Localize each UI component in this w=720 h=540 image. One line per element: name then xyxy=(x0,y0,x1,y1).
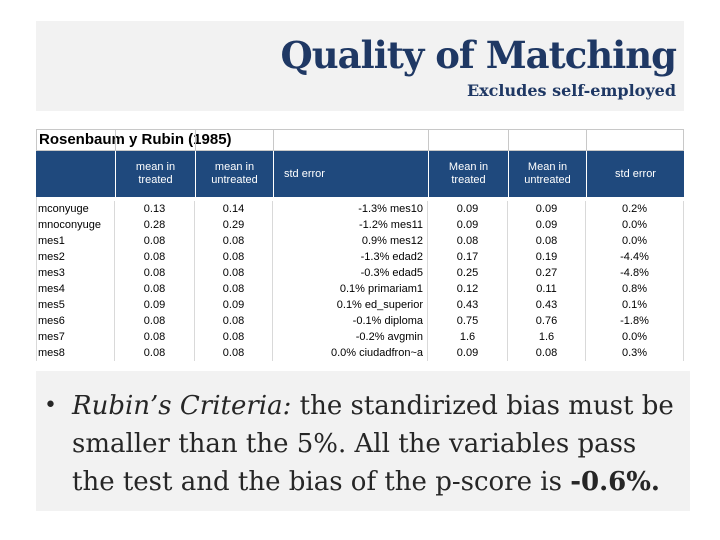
table-cell: 0.27 xyxy=(535,267,558,279)
table-cell: -4.8% xyxy=(620,267,649,279)
table-cell: mes6 xyxy=(38,315,65,327)
table-cell: 0.08 xyxy=(143,315,166,327)
title-panel xyxy=(36,21,684,111)
header-cell-mean-untreated-2: Mean in untreated xyxy=(508,151,586,197)
column-std-error-variable xyxy=(273,201,428,361)
caption-cell xyxy=(586,129,684,151)
table-cell: 1.6 xyxy=(538,331,555,343)
table-cell: 0.28 xyxy=(143,219,166,231)
table-cell: 0.09 xyxy=(535,219,558,231)
table-cell: 0.17 xyxy=(456,251,479,263)
table-cell: 0.11 xyxy=(536,283,557,295)
header-cell-std-error: std error xyxy=(273,151,428,197)
bullet-text xyxy=(42,387,682,501)
matching-table xyxy=(36,129,684,361)
table-cell: mnoconyuge xyxy=(38,219,101,231)
table-cell: 0.08 xyxy=(222,283,245,295)
header-cell-std-error-2: std error xyxy=(586,151,684,197)
table-cell: 0.08 xyxy=(535,347,558,359)
caption-cell xyxy=(115,129,195,151)
table-cell: 1.6 xyxy=(459,331,476,343)
table-cell: 0.09 xyxy=(456,347,479,359)
table-cell: 0.0% xyxy=(621,331,648,343)
bullet-point xyxy=(42,387,682,501)
header-cell-mean-treated: mean in treated xyxy=(115,151,195,197)
table-caption-row xyxy=(36,129,684,151)
table-cell: mes8 xyxy=(38,347,65,359)
criteria-text: the standirized bias must be smaller than the 5%. All the variables pass the test and the bias of the p-score is xyxy=(72,391,674,497)
table-cell: 0.3% xyxy=(621,347,648,359)
table-cell: 0.08 xyxy=(222,267,245,279)
table-cell: 0.08 xyxy=(143,235,166,247)
table-cell: 0.12 xyxy=(456,283,479,295)
caption-cell xyxy=(428,129,508,151)
table-cell: 0.09 xyxy=(456,219,479,231)
slide-subtitle: Excludes self-employed xyxy=(466,81,676,100)
table-cell: 0.08 xyxy=(222,347,245,359)
column-mean-treated-2 xyxy=(428,201,508,361)
column-variable xyxy=(37,201,115,361)
slide-title: Quality of Matching xyxy=(280,33,676,77)
table-cell: -0.3% edad5 xyxy=(360,267,423,279)
table-cell: 0.25 xyxy=(456,267,479,279)
caption-cell xyxy=(508,129,586,151)
table-cell: mes7 xyxy=(38,331,65,343)
table-cell: 0.76 xyxy=(535,315,558,327)
table-cell: 0.08 xyxy=(222,251,245,263)
table-cell: 0.08 xyxy=(143,251,166,263)
table-cell: 0.19 xyxy=(535,251,558,263)
table-cell: mes5 xyxy=(38,299,65,311)
column-mean-untreated-2 xyxy=(508,201,586,361)
table-cell: mes4 xyxy=(38,283,65,295)
table-cell: 0.08 xyxy=(143,267,166,279)
table-cell: 0.43 xyxy=(535,299,558,311)
table-cell: 0.08 xyxy=(143,347,166,359)
header-cell-mean-untreated: mean in untreated xyxy=(195,151,273,197)
table-cell: mes2 xyxy=(38,251,65,263)
table-cell: 0.8% xyxy=(621,283,648,295)
table-cell: mconyuge xyxy=(38,203,89,215)
table-cell: 0.08 xyxy=(222,315,245,327)
table-cell: 0.08 xyxy=(222,235,245,247)
table-cell: 0.75 xyxy=(456,315,479,327)
header-cell-variable xyxy=(36,151,115,197)
table-cell: 0.9% mes12 xyxy=(361,235,423,247)
caption-cell xyxy=(36,129,232,151)
table-cell: -0.1% diploma xyxy=(352,315,423,327)
table-cell: -1.8% xyxy=(620,315,649,327)
caption-cell xyxy=(273,129,428,151)
caption-cell xyxy=(195,129,273,151)
table-cell: 0.09 xyxy=(535,203,558,215)
bullet-marker: • xyxy=(44,393,57,418)
table-cell: 0.08 xyxy=(535,235,558,247)
table-cell: 0.29 xyxy=(222,219,245,231)
table-cell: 0.0% ciudadfron~a xyxy=(330,347,423,359)
header-cell-mean-treated-2: Mean in treated xyxy=(428,151,508,197)
table-cell: mes1 xyxy=(38,235,65,247)
table-cell: 0.2% xyxy=(621,203,648,215)
table-cell: 0.0% xyxy=(621,235,648,247)
table-body xyxy=(36,197,684,361)
column-mean-untreated xyxy=(195,201,273,361)
table-cell: -1.2% mes11 xyxy=(359,219,423,231)
table-cell: 0.09 xyxy=(456,203,479,215)
table-cell: 0.14 xyxy=(222,203,245,215)
table-cell: -1.3% edad2 xyxy=(360,251,423,263)
table-cell: mes3 xyxy=(38,267,65,279)
table-cell: -4.4% xyxy=(620,251,649,263)
table-caption: Rosenbaum y Rubin (1985) xyxy=(39,131,232,148)
table-cell: 0.1% xyxy=(621,299,648,311)
table-cell: 0.13 xyxy=(143,203,166,215)
table-cell: 0.08 xyxy=(143,283,166,295)
table-cell: 0.08 xyxy=(143,331,166,343)
table-cell: 0.09 xyxy=(222,299,245,311)
table-cell: 0.1% ed_superior xyxy=(336,299,423,311)
table-cell: 0.08 xyxy=(222,331,245,343)
table-cell: 0.0% xyxy=(621,219,648,231)
column-std-error-2 xyxy=(586,201,684,361)
table-cell: 0.09 xyxy=(143,299,166,311)
table-cell: -0.2% avgmin xyxy=(355,331,423,343)
criteria-label: Rubin’s Criteria: xyxy=(72,391,292,421)
table-cell: 0.43 xyxy=(456,299,479,311)
table-header-row xyxy=(36,151,684,197)
column-mean-treated xyxy=(115,201,195,361)
bullet-panel xyxy=(36,371,690,511)
table-cell: 0.08 xyxy=(456,235,479,247)
table-cell: 0.1% primariam1 xyxy=(339,283,423,295)
table-cell: -1.3% mes10 xyxy=(358,203,423,215)
p-score-bias-value: -0.6%. xyxy=(570,467,660,497)
